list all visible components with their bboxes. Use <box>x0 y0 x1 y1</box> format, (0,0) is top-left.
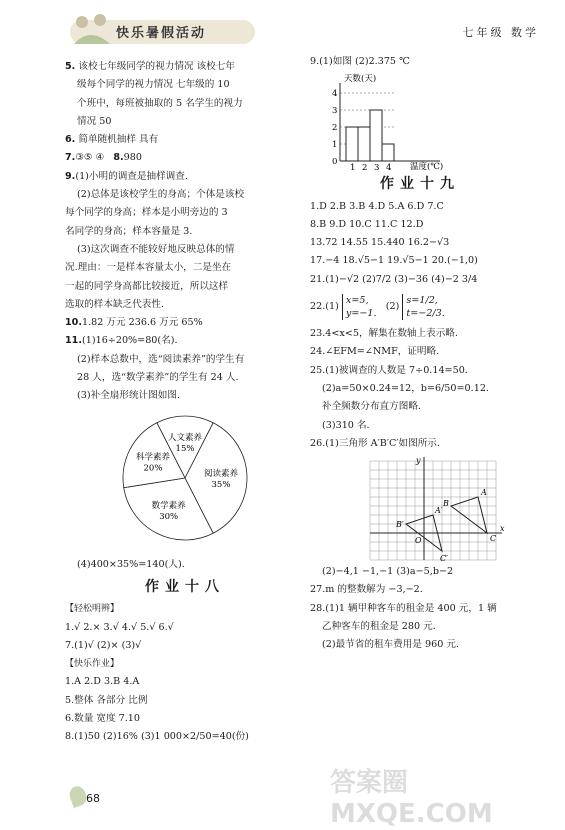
answer-24: 24.∠EFM=∠NMF，证明略. <box>310 346 440 358</box>
happy-heading: 【快乐作业】 <box>65 659 120 670</box>
y-tick: 0 <box>332 157 338 168</box>
answer-11: 11.(1)16÷20%=80(名). <box>65 335 178 347</box>
easy-heading: 【轻松明辨】 <box>65 604 120 615</box>
answers-13-16: 13.72 14.55 15.440 16.2−√3 <box>310 237 450 249</box>
grade-subject: 七年级 数学 <box>462 26 539 39</box>
bar <box>382 144 394 161</box>
easy-7: 7.(1)√ (2)× (3)√ <box>65 639 142 651</box>
happy-6-7: 6.数量 宽度 7.10 <box>65 713 140 725</box>
kids-icon <box>70 10 115 46</box>
pie-percent: 20% <box>143 463 163 474</box>
answer-21: 21.(1)−√2 (2)7/2 (3)−36 (4)−2 3/4 <box>310 273 478 285</box>
easy-1-6: 1.√ 2.× 3.√ 4.√ 5.√ 6.√ <box>65 621 174 633</box>
pie-percent: 30% <box>159 511 179 522</box>
y-tick: 4 <box>332 89 338 100</box>
pie-label: 人文素养 <box>167 432 203 443</box>
bar <box>358 127 370 161</box>
watermark: 答案圈 MXQE.COM <box>330 768 493 829</box>
section-title-18: 作业十八 <box>145 578 225 595</box>
answer-23: 23.4<x<5，解集在数轴上表示略. <box>310 328 458 340</box>
pie-label: 数学素养 <box>151 500 186 511</box>
pie-chart <box>85 406 305 556</box>
point-label: A′ <box>435 506 443 516</box>
x-tick: 4 <box>386 163 392 172</box>
pie-percent: 15% <box>175 443 195 454</box>
happy-5: 5.整体 各部分 比例 <box>65 694 148 706</box>
x-axis-label: 温度(℃) <box>410 162 444 172</box>
x-tick: 1 <box>350 163 356 172</box>
y-tick: 1 <box>332 140 338 151</box>
answer-28: 28.(1)1 辆甲种客车的租金是 400 元，1 辆 <box>310 602 497 614</box>
answer-9: 9.(1)小明的调查是抽样调查. <box>65 170 188 182</box>
y-axis-label: 天数(天) <box>344 74 377 85</box>
point-label: B <box>443 499 449 509</box>
point-label: C′ <box>440 554 448 564</box>
y-tick: 2 <box>332 123 338 134</box>
point-label: C <box>490 534 497 544</box>
bar-chart <box>310 71 530 171</box>
happy-1-4: 1.A 2.D 3.B 4.A <box>65 676 140 688</box>
page-header <box>0 0 565 50</box>
answer-6: 6. 简单随机抽样 具有 <box>65 134 159 146</box>
answer-26: 26.(1)三角形 A′B′C′如图所示. <box>310 437 440 449</box>
bar <box>370 110 382 161</box>
coordinate-grid <box>310 453 530 563</box>
header-title: 快乐暑假活动 <box>116 26 207 41</box>
section-title-19: 作业十九 <box>380 176 460 193</box>
x-tick: 3 <box>374 163 380 172</box>
answers-1-7: 1.D 2.B 3.B 4.D 5.A 6.D 7.C <box>310 200 444 212</box>
answer-r9: 9.(1)如图 (2)2.375 ℃ <box>310 56 410 67</box>
answer-10: 10.1.82 万元 236.6 万元 65% <box>65 317 203 329</box>
answers-8-12: 8.B 9.D 10.C 11.C 12.D <box>310 218 424 230</box>
left-column: 5. 该校七年级同学的视力情况 该校七年 级每个同学的视力情况 七年级的 10 个班中，每班被抽取的 5 名学生的视力 情况 50 6. 简单随机抽样 具有 7.③⑤ ④ 8.980 9.(1)小明的调查是抽样调查. (2)总体是该校学生的身高；个体是该校 每个同学的身高；样本是小明旁边的 3 名同学的身高；样本容量是 3. (3)这次调查不能较好地反映总体的情 况.理由：一是样本容量太小，二是坐在 一起的同学身高都比较接近，所以这样 选取的样本缺乏代表性. 10.1.82 万元 236.6 万元 65% 11.(1)16÷20%=80(名). (2)样本总数中，选“阅读素养”的学生有 28 人，选“数学素养”的学生有 24 人. (3)补全扇形统计图如图. 人文素养 15% 阅读素养 35% 数学素养 30% 科学素养 20% (4)400×35%=140(人). 作业十八 【轻松明辨】 1.√ 2.× 3.√ 4.√ 5.√ 6.√ 7.(1)√ (2)× (3)√ 【快乐作业】 1.A 2.D 3.B 4.A 5.整体 各部分 比例 6.数量 宽度 7.10 8.(1)50 (2)16% (3)1 000×2/50=40(份) <box>65 58 305 747</box>
answer-7-8: 7.③⑤ ④ 8.980 <box>65 152 142 164</box>
answers-17-20: 17.−4 18.√5−1 19.√5−1 20.(−1,0) <box>310 255 478 267</box>
right-column: 9.(1)如图 (2)2.375 ℃ 天数(天) 温度(℃) 4 3 2 1 0 1 2 3 4 作业十九 1.D 2.B 3.B 4.D 5.A 6.D 7.C 8.B 9.D 10.C 11.C 12.D 13.72 14.55 15.440 16.2−√3 17.−4 18.√5−1 19.√5−1 20.(−1,0) 21.(1)−√2 (2)7/2 (3)−36 (4)−2 3/4 22.(1) x=5, y=−1. (2) s=1/2, t=−2/3. 23.4<x<5，解集在数轴上表示略. 24.∠EFM=∠NMF，证明略. 25.(1)被调查的人数是 7÷0.14=50. (2)a=50×0.24=12，b=6/50=0.12. 补全频数分布直方图略. (3)310 名. 26.(1)三角形 A′B′C′如图所示. A B A′ B′ O C C′ x y (2)−4,1 −1,−1 (3)a−5,b−2 27.m 的整数解为 −3,−2. 28.(1)1 辆甲种客车的租金是 400 元，1 辆 乙种客车的租金是 280 元. (2)最节省的租车费用是 960 元. <box>310 53 530 655</box>
answer-25: 25.(1)被调查的人数是 7÷0.14=50. <box>310 364 468 376</box>
y-axis-name: y <box>416 456 421 466</box>
page-number: 68 <box>86 792 100 805</box>
point-label: O <box>415 536 422 546</box>
point-label: A <box>481 488 487 498</box>
pie-percent: 35% <box>211 479 231 490</box>
answer-27: 27.m 的整数解为 −3,−2. <box>310 584 423 596</box>
y-tick: 3 <box>332 106 338 117</box>
point-label: B′ <box>396 520 404 530</box>
pie-label: 阅读素养 <box>203 468 238 479</box>
x-axis-name: x <box>500 524 505 534</box>
pie-label: 科学素养 <box>135 452 170 463</box>
happy-8: 8.(1)50 (2)16% (3)1 000×2/50=40(份) <box>65 731 249 743</box>
bar <box>346 127 358 161</box>
answer-5: 5. 该校七年级同学的视力情况 该校七年 <box>65 61 235 72</box>
answer-22: 22.(1) x=5, y=−1. (2) s=1/2, t=−2/3. <box>310 294 445 319</box>
x-tick: 2 <box>362 163 368 172</box>
